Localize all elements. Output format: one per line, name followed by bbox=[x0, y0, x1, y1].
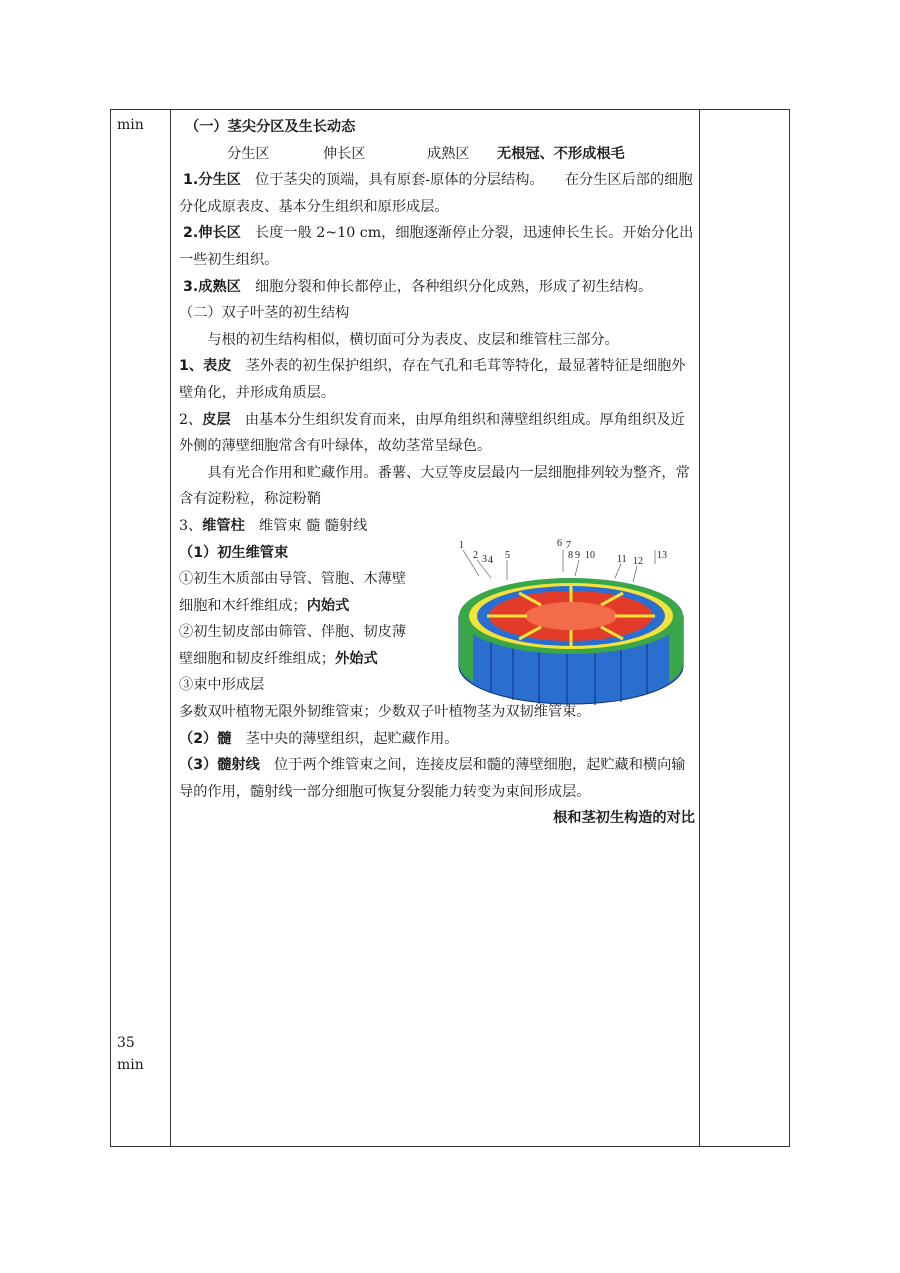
section2-intro: 与根的初生结构相似，横切面可分为表皮、皮层和维管柱三部分。 bbox=[207, 331, 619, 348]
time-top: min bbox=[117, 117, 144, 133]
lesson-content bbox=[179, 114, 695, 832]
para7-text: 维管束 髓 髓射线 bbox=[259, 517, 368, 534]
para9-text: ①初生木质部由导管、管胞、木薄壁细胞和木纤维组成； bbox=[179, 571, 407, 614]
figure-label: 12 bbox=[633, 556, 643, 567]
figure-label: 2 bbox=[473, 550, 478, 561]
comparison-heading: 根和茎初生构造的对比 bbox=[553, 810, 695, 827]
para5-prefix: 2、 bbox=[179, 411, 203, 428]
para7-prefix: 3、 bbox=[179, 517, 203, 534]
figure-label: 3 bbox=[482, 554, 487, 565]
para13-head: （2）髓 bbox=[179, 730, 232, 747]
time-bottom: 35 min bbox=[117, 1035, 144, 1073]
figure-label: 13 bbox=[657, 550, 667, 561]
para2-head: 2.伸长区 bbox=[183, 225, 241, 242]
para7-head: 维管柱 bbox=[202, 517, 245, 534]
section1-title: （一）茎尖分区及生长动态 bbox=[185, 119, 356, 135]
para14-text: 位于两个维管束之间，连接皮层和髓的薄壁细胞，起贮藏和横向输导的作用，髓射线一部分细胞可恢复分裂能力转变为束间形成层。 bbox=[179, 757, 686, 800]
para6-text: 具有光合作用和贮藏作用。番薯、大豆等皮层最内一层细胞排列较为整齐，常含有淀粉粒，称淀粉鞘 bbox=[179, 464, 690, 508]
para14-head: （3）髓射线 bbox=[179, 757, 260, 774]
figure-label: 9 bbox=[575, 550, 580, 561]
lesson-table bbox=[110, 109, 790, 1147]
figure-label: 1 bbox=[459, 540, 464, 551]
para13-text: 茎中央的薄壁组织，起贮藏作用。 bbox=[245, 730, 459, 747]
zone-elongation: 伸长区 bbox=[323, 145, 366, 162]
para9-bold: 内始式 bbox=[306, 597, 350, 614]
para10-bold: 外始式 bbox=[335, 650, 378, 667]
figure-label: 11 bbox=[617, 554, 627, 565]
para3-head: 3.成熟区 bbox=[183, 278, 241, 295]
para2-text: 长度一般 2~10 cm，细胞逐渐停止分裂，迅速伸长生长。开始分化出一些初生组织。 bbox=[179, 225, 694, 268]
para5-head: 皮层 bbox=[202, 411, 231, 428]
stem-structure-figure bbox=[451, 534, 695, 714]
para4-head: 1、表皮 bbox=[179, 358, 232, 375]
zones-note: 无根冠、不形成根毛 bbox=[497, 145, 625, 162]
section2-title: （二）双子叶茎的初生结构 bbox=[179, 305, 350, 322]
zones-row bbox=[179, 141, 695, 168]
figure-label: 8 bbox=[568, 550, 573, 561]
para4-text: 茎外表的初生保护组织，存在气孔和毛茸等特化，最显著特征是细胞外壁角化，并形成角质层。 bbox=[179, 358, 686, 401]
pith bbox=[525, 602, 617, 630]
para12-text: 多数双叶植物无限外韧维管束；少数双子叶植物茎为双韧维管束。 bbox=[179, 704, 591, 721]
figure-label: 7 bbox=[566, 540, 571, 551]
zone-maturation: 成熟区 bbox=[427, 145, 470, 162]
zone-meristem: 分生区 bbox=[227, 145, 270, 162]
figure-label: 5 bbox=[505, 550, 510, 561]
para8-head: （1）初生维管束 bbox=[179, 544, 289, 561]
para1-head: 1.分生区 bbox=[183, 172, 241, 189]
column-divider bbox=[170, 110, 171, 1146]
para3-text: 细胞分裂和伸长都停止，各种组织分化成熟，形成了初生结构。 bbox=[255, 278, 653, 295]
para1-text: 位于茎尖的顶端，具有原套-原体的分层结构。 在分生区后部的细胞分化成原表皮、基本分生组织和原形成层。 bbox=[179, 172, 693, 215]
figure-label: 4 bbox=[488, 555, 493, 566]
para10-text: ②初生韧皮部由筛管、伴胞、韧皮薄壁细胞和韧皮纤维组成； bbox=[179, 624, 407, 667]
figure-label: 6 bbox=[557, 538, 562, 549]
para5-text: 由基本分生组织发育而来，由厚角组织和薄壁组织组成。厚角组织及近外侧的薄壁细胞常含有叶绿体，故幼茎常呈绿色。 bbox=[179, 411, 685, 455]
column-divider bbox=[699, 110, 700, 1146]
figure-label: 10 bbox=[585, 550, 595, 561]
para11-text: ③束中形成层 bbox=[179, 677, 265, 694]
